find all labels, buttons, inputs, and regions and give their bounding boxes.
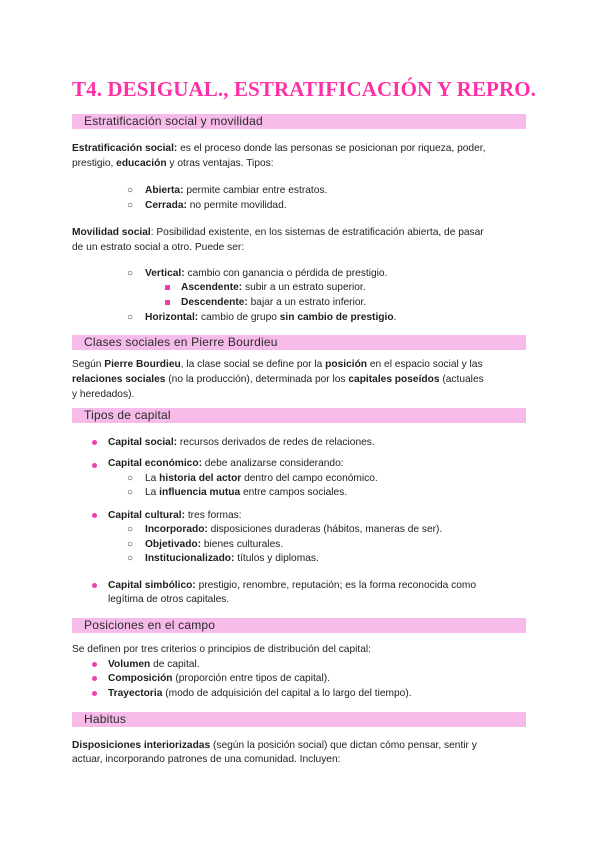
bourdieu-text-c: en el espacio social y las bbox=[367, 359, 483, 370]
capital-social-text: recursos derivados de redes de relaciones. bbox=[177, 437, 375, 448]
bullet-icon bbox=[92, 463, 97, 468]
bourdieu-text-e: (actuales bbox=[439, 374, 484, 385]
hollow-bullet-icon: ○ bbox=[127, 539, 134, 550]
institucionalizado-term: Institucionalizado: bbox=[145, 553, 235, 564]
bullet-icon bbox=[92, 662, 97, 667]
list-item-composicion bbox=[108, 671, 330, 686]
list-item-capital-economico bbox=[108, 456, 344, 471]
historia-text: dentro del campo económico. bbox=[241, 473, 378, 484]
list-item-abierta bbox=[145, 183, 327, 198]
bourdieu-text-a: Según bbox=[72, 359, 105, 370]
list-item-volumen bbox=[108, 657, 200, 672]
bourdieu-line-1 bbox=[72, 357, 483, 372]
capital-cultural-text: tres formas: bbox=[184, 510, 242, 521]
incorporado-text: disposiciones duraderas (hábitos, maneras de ser). bbox=[207, 524, 443, 535]
capital-simbolico-line-2: legítima de otros capitales. bbox=[108, 594, 230, 605]
list-item-incorporado bbox=[145, 522, 442, 537]
list-item-cerrada bbox=[145, 198, 287, 213]
descendente-text: bajar a un estrato inferior. bbox=[247, 297, 367, 308]
estratificacion-term: Estratificación social: bbox=[72, 143, 178, 154]
relaciones-term: relaciones sociales bbox=[72, 374, 166, 385]
trayectoria-text: (modo de adquisición del capital a lo largo del tiempo). bbox=[162, 688, 412, 699]
square-bullet-icon bbox=[165, 300, 170, 305]
ascendente-text: subir a un estrato superior. bbox=[242, 282, 366, 293]
habitus-text-a: (según la posición social) que dictan cómo pensar, sentir y bbox=[210, 740, 477, 751]
page-title: T4. DESIGUAL., ESTRATIFICACIÓN Y REPRO. bbox=[72, 77, 537, 101]
bourdieu-line-2 bbox=[72, 372, 484, 387]
movilidad-text: : Posibilidad existente, en los sistemas de estratificación abierta, de pasar bbox=[150, 227, 484, 238]
posicion-term: posición bbox=[325, 359, 368, 370]
section-heading-bourdieu: Clases sociales en Pierre Bourdieu bbox=[72, 335, 526, 350]
habitus-line-2: actuar, incorporando patrones de una comunidad. Incluyen: bbox=[72, 754, 341, 765]
objetivado-text: bienes culturales. bbox=[201, 539, 284, 550]
influencia-text: entre campos sociales. bbox=[240, 487, 348, 498]
capital-economico-text: debe analizarse considerando: bbox=[201, 458, 344, 469]
cerrada-term: Cerrada: bbox=[145, 200, 187, 211]
section-heading-capital: Tipos de capital bbox=[72, 408, 526, 423]
horizontal-bold: sin cambio de prestigio bbox=[279, 312, 394, 323]
section-heading-campo: Posiciones en el campo bbox=[72, 618, 526, 633]
cerrada-text: no permite movilidad. bbox=[186, 200, 287, 211]
movilidad-term: Movilidad social bbox=[72, 227, 151, 238]
descendente-term: Descendente: bbox=[181, 297, 248, 308]
horizontal-text: cambio de grupo bbox=[198, 312, 280, 323]
educacion-term: educación bbox=[116, 158, 167, 169]
habitus-line-1 bbox=[72, 738, 477, 753]
list-item-horizontal bbox=[145, 310, 396, 325]
hollow-bullet-icon: ○ bbox=[127, 200, 134, 211]
bullet-icon bbox=[92, 583, 97, 588]
volumen-term: Volumen bbox=[108, 659, 151, 670]
section-heading-estratificacion: Estratificación social y movilidad bbox=[72, 114, 526, 129]
historia-text-a: La bbox=[145, 473, 160, 484]
list-item-ascendente bbox=[181, 280, 366, 295]
list-item-capital-social bbox=[108, 435, 375, 450]
bullet-icon bbox=[92, 691, 97, 696]
section-heading-habitus: Habitus bbox=[72, 712, 526, 727]
hollow-bullet-icon: ○ bbox=[127, 553, 134, 564]
bullet-icon bbox=[92, 676, 97, 681]
list-item-objetivado bbox=[145, 537, 283, 552]
bullet-icon bbox=[92, 513, 97, 518]
list-item-capital-cultural bbox=[108, 508, 242, 523]
list-item-institucionalizado bbox=[145, 551, 319, 566]
estratificacion-line-1 bbox=[72, 141, 485, 156]
hollow-bullet-icon: ○ bbox=[127, 312, 134, 323]
list-item-capital-simbolico bbox=[108, 578, 476, 593]
abierta-text: permite cambiar entre estratos. bbox=[183, 185, 328, 196]
volumen-text: de capital. bbox=[150, 659, 200, 670]
vertical-term: Vertical: bbox=[145, 268, 185, 279]
estratificacion-text-b: prestigio, bbox=[72, 158, 117, 169]
hollow-bullet-icon: ○ bbox=[127, 487, 134, 498]
influencia-text-a: La bbox=[145, 487, 160, 498]
bullet-icon bbox=[92, 440, 97, 445]
influencia-term: influencia mutua bbox=[159, 487, 241, 498]
movilidad-line-1 bbox=[72, 225, 484, 240]
list-item-descendente bbox=[181, 295, 366, 310]
institucionalizado-text: títulos y diplomas. bbox=[234, 553, 319, 564]
campo-intro: Se definen por tres criterios o principios de distribución del capital: bbox=[72, 644, 371, 655]
objetivado-term: Objetivado: bbox=[145, 539, 202, 550]
abierta-term: Abierta: bbox=[145, 185, 184, 196]
hollow-bullet-icon: ○ bbox=[127, 473, 134, 484]
list-item-influencia bbox=[145, 485, 347, 500]
estratificacion-text-c: y otras ventajas. Tipos: bbox=[166, 158, 274, 169]
list-item-vertical bbox=[145, 266, 387, 281]
composicion-text: (proporción entre tipos de capital). bbox=[172, 673, 330, 684]
vertical-text: cambio con ganancia o pérdida de prestigio. bbox=[184, 268, 388, 279]
estratificacion-text: es el proceso donde las personas se posicionan por riqueza, poder, bbox=[177, 143, 486, 154]
capital-simbolico-term: Capital simbólico: bbox=[108, 580, 196, 591]
movilidad-line-2: de un estrato social a otro. Puede ser: bbox=[72, 242, 245, 253]
hollow-bullet-icon: ○ bbox=[127, 185, 134, 196]
estratificacion-line-2 bbox=[72, 156, 274, 171]
bourdieu-text-d: (no la producción), determinada por los bbox=[165, 374, 349, 385]
capital-simbolico-text: prestigio, renombre, reputación; es la forma reconocida como bbox=[195, 580, 477, 591]
bourdieu-line-3: y heredados). bbox=[72, 389, 135, 400]
ascendente-term: Ascendente: bbox=[181, 282, 243, 293]
capitales-term: capitales poseídos bbox=[348, 374, 440, 385]
historia-term: historia del actor bbox=[159, 473, 242, 484]
capital-social-term: Capital social: bbox=[108, 437, 178, 448]
horizontal-term: Horizontal: bbox=[145, 312, 199, 323]
list-item-historia bbox=[145, 471, 378, 486]
hollow-bullet-icon: ○ bbox=[127, 268, 134, 279]
hollow-bullet-icon: ○ bbox=[127, 524, 134, 535]
trayectoria-term: Trayectoria bbox=[108, 688, 163, 699]
composicion-term: Composición bbox=[108, 673, 173, 684]
capital-cultural-term: Capital cultural: bbox=[108, 510, 185, 521]
disposiciones-term: Disposiciones interiorizadas bbox=[72, 740, 211, 751]
bourdieu-text-b: , la clase social se define por la bbox=[180, 359, 326, 370]
horizontal-end: . bbox=[393, 312, 397, 323]
capital-economico-term: Capital económico: bbox=[108, 458, 202, 469]
square-bullet-icon bbox=[165, 285, 170, 290]
bourdieu-name: Pierre Bourdieu bbox=[104, 359, 181, 370]
list-item-trayectoria bbox=[108, 686, 412, 701]
incorporado-term: Incorporado: bbox=[145, 524, 208, 535]
